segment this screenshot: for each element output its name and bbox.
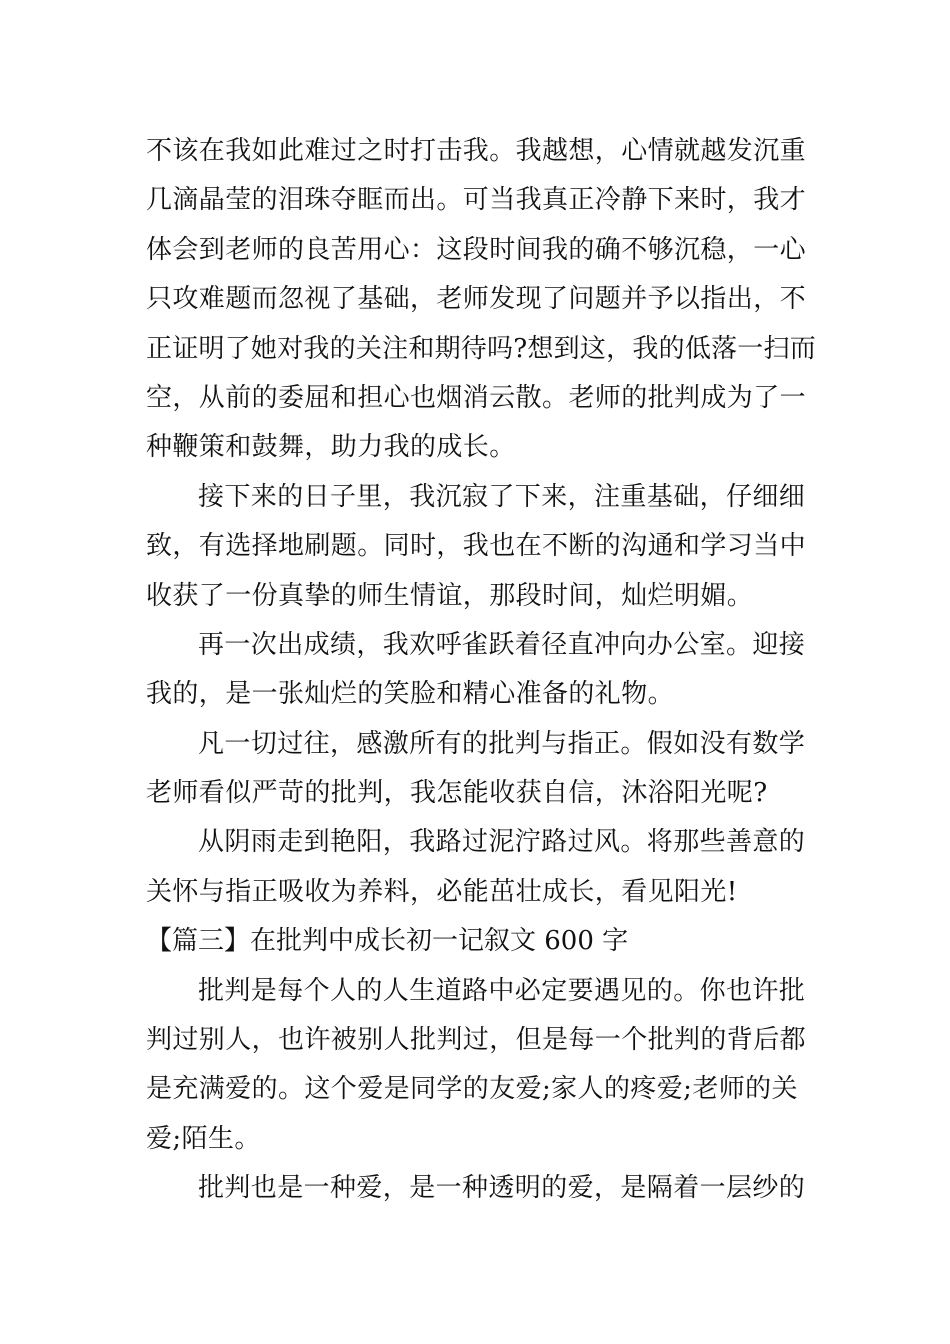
text-line: 我的，是一张灿烂的笑脸和精心准备的礼物。: [146, 679, 675, 710]
text-line: 只攻难题而忽视了基础，老师发现了问题并予以指出，不: [146, 284, 807, 315]
section-heading: 【篇三】在批判中成长初一记叙文 600 字: [146, 926, 629, 957]
text-line: 凡一切过往，感激所有的批判与指正。假如没有数学: [198, 728, 806, 759]
text-line: 体会到老师的良苦用心：这段时间我的确不够沉稳，一心: [146, 234, 807, 265]
text-line: 空，从前的委屈和担心也烟消云散。老师的批判成为了一: [146, 382, 807, 413]
text-line: 收获了一份真挚的师生情谊，那段时间，灿烂明媚。: [146, 580, 754, 611]
text-line: 不该在我如此难过之时打击我。我越想，心情就越发沉重: [146, 136, 807, 166]
document-body: [146, 127, 816, 1214]
text-line: 种鞭策和鼓舞，助力我的成长。: [146, 432, 516, 463]
text-line: 致，有选择地刷题。同时，我也在不断的沟通和学习当中: [146, 531, 807, 562]
text-line: 几滴晶莹的泪珠夺眶而出。可当我真正冷静下来时，我才: [146, 185, 807, 216]
text-line: 是充满爱的。这个爱是同学的友爱;家人的疼爱;老师的关: [146, 1074, 798, 1105]
text-line: 再一次出成绩，我欢呼雀跃着径直冲向办公室。迎接: [198, 629, 806, 660]
text-line: 爱;陌生。: [146, 1123, 261, 1154]
text-line: 批判是每个人的人生道路中必定要遇见的。你也许批: [198, 975, 806, 1006]
text-line: 正证明了她对我的关注和期待吗?想到这，我的低落一扫而: [146, 333, 816, 364]
text-line: 关怀与指正吸收为养料，必能茁壮成长，看见阳光!: [146, 876, 738, 907]
text-line: 接下来的日子里，我沉寂了下来，注重基础，仔细细: [198, 481, 806, 512]
text-line: 从阴雨走到艳阳，我路过泥泞路过风。将那些善意的: [198, 827, 806, 858]
text-line: 老师看似严苛的批判，我怎能收获自信，沐浴阳光呢?: [146, 778, 768, 809]
text-line: 判过别人，也许被别人批判过，但是每一个批判的背后都: [146, 1025, 807, 1056]
text-line: 批判也是一种爱，是一种透明的爱，是隔着一层纱的: [198, 1173, 806, 1204]
